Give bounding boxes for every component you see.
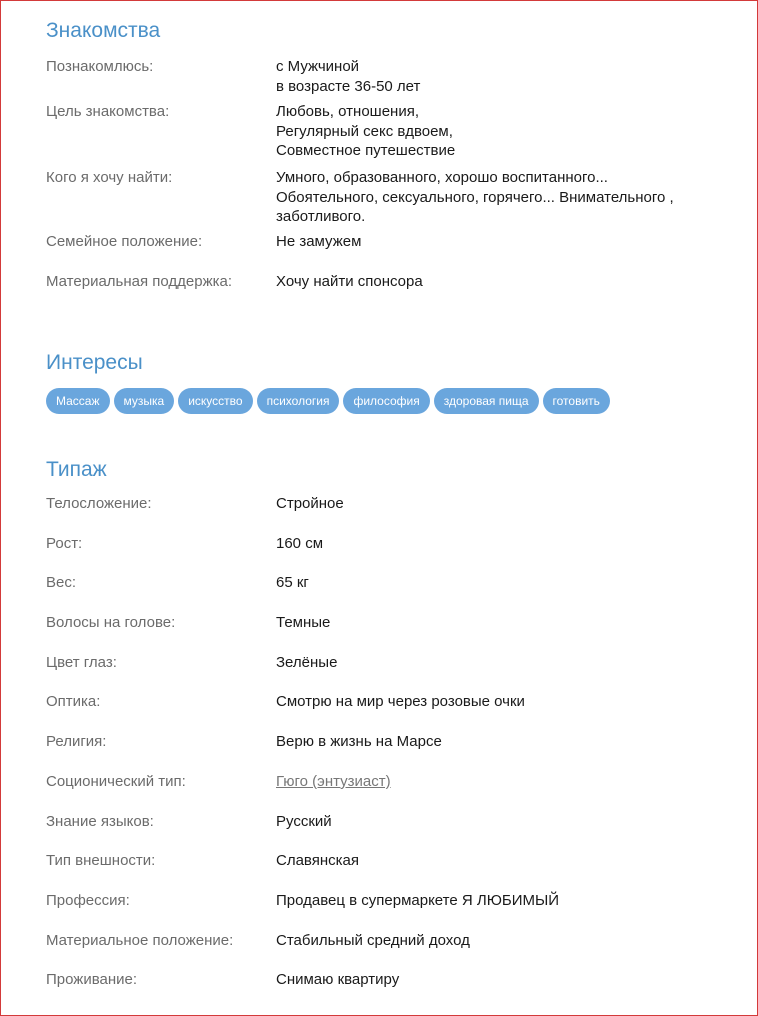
- appearance-row-weight: [46, 573, 727, 613]
- dating-row-goal: [46, 102, 727, 168]
- interest-tag-healthy-food[interactable]: здоровая пища: [434, 388, 539, 414]
- row-value: Продавец в супермаркете Я ЛЮБИМЫЙ: [276, 891, 560, 909]
- interest-tag-art[interactable]: искусство: [178, 388, 252, 414]
- row-value: Стабильный средний доход: [276, 931, 470, 949]
- row-label: Знание языков:: [46, 812, 154, 830]
- appearance-row-appearance-type: [46, 851, 727, 891]
- dating-details: [46, 57, 727, 294]
- interests-section: [46, 350, 727, 414]
- interests-section-title: Интересы: [46, 351, 143, 374]
- row-value: Темные: [276, 614, 331, 632]
- interest-tag-philosophy[interactable]: философия: [343, 388, 429, 414]
- row-label: Волосы на голове:: [46, 614, 176, 632]
- interest-tag-massage[interactable]: Массаж: [46, 388, 110, 414]
- appearance-row-income: [46, 931, 727, 971]
- row-value: Любовь, отношения, Регулярный секс вдвоем, Совместное путешествие: [276, 103, 456, 159]
- row-label: Вес:: [46, 574, 77, 592]
- appearance-row-socionic-type: [46, 772, 727, 812]
- row-value: Зелёные: [276, 653, 338, 671]
- appearance-section: [46, 457, 727, 992]
- row-label: Тип внешности:: [46, 852, 156, 870]
- row-value: Не замужем: [276, 233, 362, 250]
- row-label: Цвет глаз:: [46, 653, 117, 671]
- dating-row-seeking: [46, 168, 727, 232]
- row-value: 65 кг: [276, 574, 309, 592]
- row-value: Славянская: [276, 852, 359, 870]
- row-label: Профессия:: [46, 891, 130, 909]
- interest-tag-psychology[interactable]: психология: [257, 388, 340, 414]
- row-label: Цель знакомства:: [46, 103, 170, 120]
- appearance-row-profession: [46, 891, 727, 931]
- row-label: Проживание:: [46, 971, 138, 989]
- row-value: Умного, образованного, хорошо воспитанного... Обоятельного, сексуального, горячего... Внимательного , заботливого.: [276, 169, 674, 225]
- appearance-row-build: [46, 494, 727, 534]
- row-label: Телосложение:: [46, 495, 152, 512]
- row-value: 160 см: [276, 534, 324, 552]
- socionic-type-link[interactable]: Гюго (энтузиаст): [276, 772, 391, 790]
- row-value: Стройное: [276, 495, 344, 512]
- appearance-row-hair: [46, 613, 727, 653]
- appearance-row-languages: [46, 812, 727, 852]
- appearance-row-optics: [46, 692, 727, 732]
- row-value: Снимаю квартиру: [276, 971, 400, 989]
- appearance-section-title: Типаж: [46, 458, 107, 481]
- row-value: Смотрю на мир через розовые очки: [276, 693, 525, 711]
- row-label: Материальное положение:: [46, 931, 234, 949]
- appearance-row-height: [46, 534, 727, 574]
- dating-row-meet: [46, 57, 727, 102]
- dating-row-marital: [46, 232, 727, 272]
- interest-tag-music[interactable]: музыка: [114, 388, 175, 414]
- appearance-row-eyes: [46, 653, 727, 693]
- row-label: Оптика:: [46, 693, 101, 711]
- row-value: с Мужчиной в возрасте 36-50 лет: [276, 58, 421, 95]
- dating-section: [46, 1, 727, 294]
- interest-tags: [46, 388, 727, 414]
- row-value: Верю в жизнь на Марсе: [276, 733, 442, 751]
- dating-row-support: [46, 272, 727, 294]
- row-label: Рост:: [46, 534, 83, 552]
- profile-page: [1, 1, 757, 992]
- appearance-row-religion: [46, 732, 727, 772]
- appearance-row-residence: [46, 970, 727, 992]
- row-value: Русский: [276, 812, 332, 830]
- row-label: Семейное положение:: [46, 233, 203, 250]
- row-label: Соционический тип:: [46, 772, 186, 790]
- row-label: Материальная поддержка:: [46, 273, 233, 290]
- row-label: Религия:: [46, 733, 107, 751]
- row-label: Кого я хочу найти:: [46, 169, 173, 186]
- dating-section-title: Знакомства: [46, 19, 161, 42]
- row-label: Познакомлюсь:: [46, 58, 154, 75]
- interest-tag-cooking[interactable]: готовить: [543, 388, 610, 414]
- row-value: Хочу найти спонсора: [276, 273, 423, 290]
- appearance-details: [46, 494, 727, 992]
